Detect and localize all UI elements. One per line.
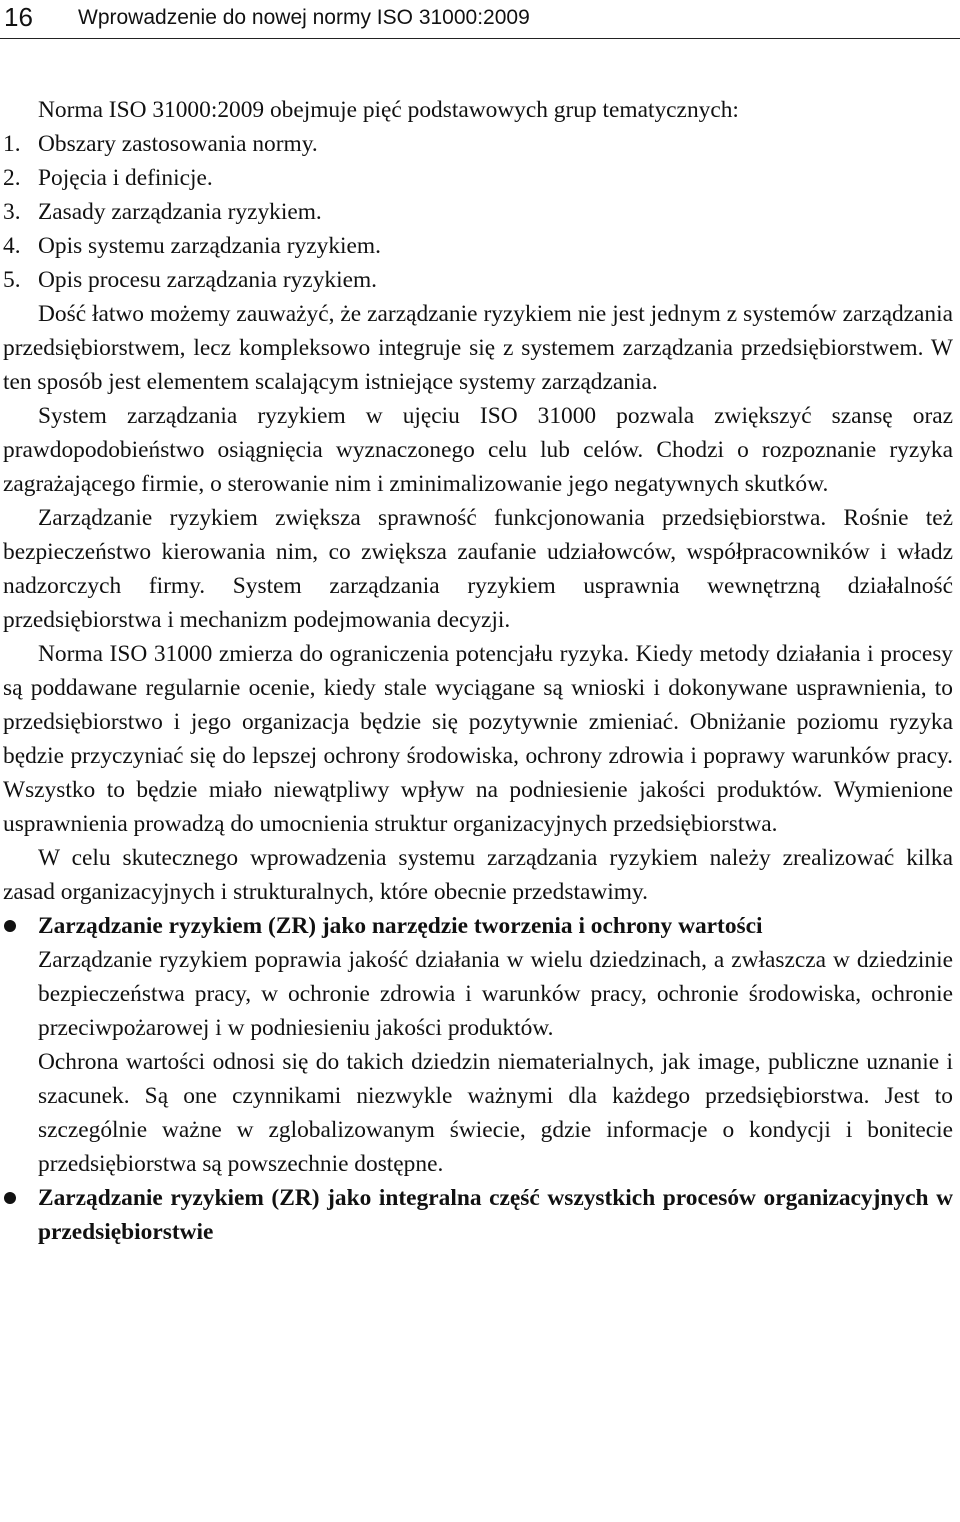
list-item-text: Opis systemu zarządzania ryzykiem. [38, 233, 381, 259]
paragraph: Norma ISO 31000 zmierza do ograniczenia potencjału ryzyka. Kiedy metody działania i procesy są poddawane regularnie ocenie, kiedy stale wyciągane są wnioski i dokonywane usprawnienia, to przedsiębiorstwo i jego organizacja będzie się pozytywnie zmieniać. Obniżanie poziomu ryzyka będzie przyczyniać się do lepszej ochrony środowiska, ochrony zdrowia i poprawy warunków pracy. Wszystko to będzie miało niewątpliwy wpływ na podniesienie jakości produktów. Wymienione usprawnienia prowadzą do umocnienia struktur organizacyjnych przedsiębiorstwa. [3, 641, 953, 837]
list-item-number: 3. [3, 199, 21, 225]
list-item-text: Obszary zastosowania normy. [38, 131, 318, 157]
bullet-section [3, 1181, 953, 1249]
list-item [3, 229, 953, 263]
section-heading: Zarządzanie ryzykiem (ZR) jako narzędzie tworzenia i ochrony wartości [38, 913, 763, 939]
list-item-text: Pojęcia i definicje. [38, 165, 213, 191]
paragraph: Zarządzanie ryzykiem zwiększa sprawność funkcjonowania przedsiębiorstwa. Rośnie też bezpieczeństwo kierowania nim, co zwiększa zaufanie udziałowców, współpracowników i władz nadzorczych firmy. System zarządzania ryzykiem usprawnia wewnętrzną działalność przedsiębiorstwa i mechanizm podejmowania decyzji. [3, 505, 953, 633]
list-item-number: 5. [3, 267, 21, 293]
paragraph: System zarządzania ryzykiem w ujęciu ISO 31000 pozwala zwiększyć szansę oraz prawdopodobieństwo osiągnięcia wyznaczonego celu lub celów. Chodzi o rozpoznanie ryzyka zagrażającego firmie, o sterowanie nim i zminimalizowanie jego negatywnych skutków. [3, 403, 953, 497]
list-item-text: Opis procesu zarządzania ryzykiem. [38, 267, 378, 293]
list-item-number: 1. [3, 131, 21, 157]
bullet-icon [4, 920, 16, 932]
list-item [3, 127, 953, 161]
paragraph: Dość łatwo możemy zauważyć, że zarządzanie ryzykiem nie jest jednym z systemów zarządzania przedsiębiorstwem, lecz kompleksowo integruje się z systemem zarządzania przedsiębiorstwem. W ten sposób jest elementem scalającym istniejące systemy zarządzania. [3, 301, 953, 395]
list-item-number: 4. [3, 233, 21, 259]
body-text [3, 93, 953, 1249]
list-item-text: Zasady zarządzania ryzykiem. [38, 199, 322, 225]
running-header [0, 0, 960, 39]
paragraph: W celu skutecznego wprowadzenia systemu zarządzania ryzykiem należy zrealizować kilka zasad organizacyjnych i strukturalnych, które obecnie przedstawimy. [3, 845, 953, 905]
list-intro: Norma ISO 31000:2009 obejmuje pięć podstawowych grup tematycznych: [38, 97, 739, 123]
list-item [3, 161, 953, 195]
section-heading: Zarządzanie ryzykiem (ZR) jako integralna część wszystkich procesów organizacyjnych w przedsiębiorstwie [38, 1185, 953, 1245]
running-header-title: Wprowadzenie do nowej normy ISO 31000:2009 [78, 6, 530, 29]
section-paragraph: Zarządzanie ryzykiem poprawia jakość działania w wielu dziedzinach, a zwłaszcza w dziedzinie bezpieczeństwa pracy, w ochronie zdrowia i warunków pracy, ochronie środowiska, ochronie przeciwpożarowej i w podniesieniu jakości produktów. [38, 947, 953, 1041]
list-item-number: 2. [3, 165, 21, 191]
page-number: 16 [4, 2, 33, 32]
list-item [3, 195, 953, 229]
thematic-groups-list [3, 127, 953, 297]
list-item [3, 263, 953, 297]
bullet-icon [4, 1192, 16, 1204]
section-paragraph: Ochrona wartości odnosi się do takich dziedzin niematerialnych, jak image, publiczne uznanie i szacunek. Są one czynnikami niezwykle ważnymi dla każdego przedsiębiorstwa. Jest to szczególnie ważne w zglobalizowanym świecie, gdzie informacje o kondycji i bonitecie przedsiębiorstwa są powszechnie dostępne. [38, 1049, 953, 1177]
bullet-section [3, 909, 953, 1181]
